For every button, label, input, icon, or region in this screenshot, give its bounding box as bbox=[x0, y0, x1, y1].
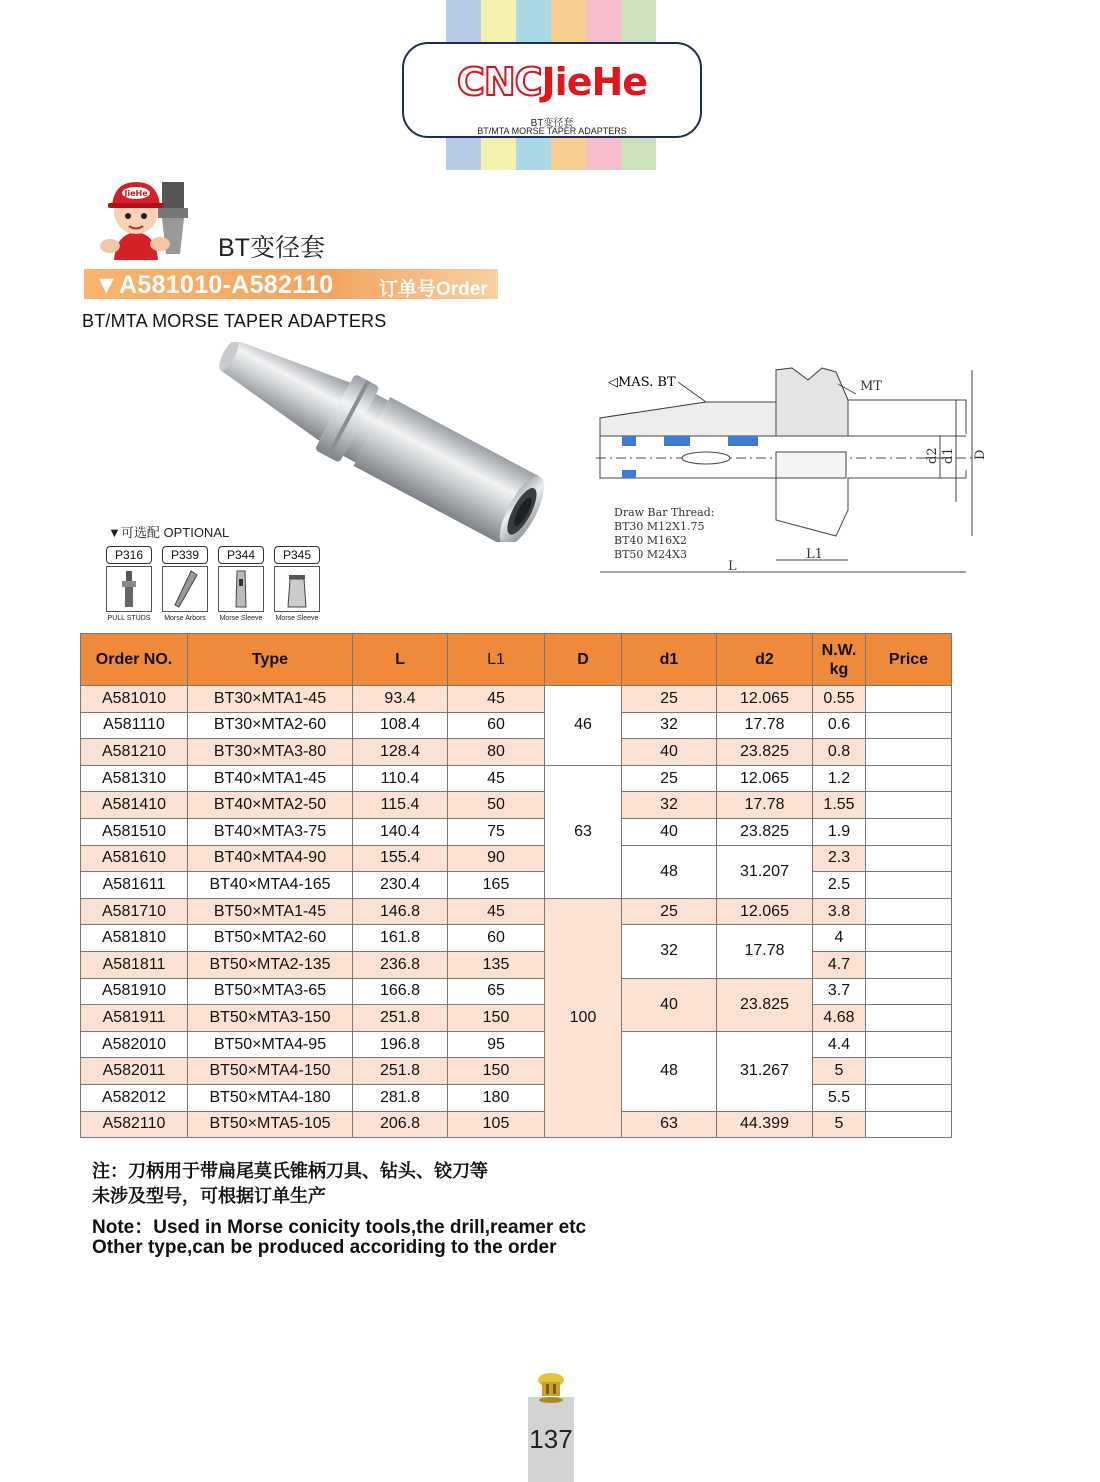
note-en-line1: Note：Used in Morse conicity tools,the drill,reamer etc bbox=[92, 1217, 587, 1238]
cell-D: 63 bbox=[545, 765, 622, 898]
cell-type: BT50×MTA3-65 bbox=[188, 978, 353, 1005]
cell-type: BT50×MTA4-180 bbox=[188, 1084, 353, 1111]
cell-d1: 32 bbox=[622, 792, 717, 819]
cell-type: BT40×MTA2-50 bbox=[188, 792, 353, 819]
cell-type: BT40×MTA3-75 bbox=[188, 818, 353, 845]
morse-sleeve-icon bbox=[218, 566, 264, 612]
col-header: D bbox=[545, 634, 622, 686]
table-row bbox=[81, 845, 952, 872]
cell-price bbox=[866, 1005, 952, 1032]
page-number: 137 bbox=[529, 1424, 573, 1454]
mascot-cap-text: JieHe bbox=[124, 189, 148, 198]
optional-caption: Morse Sleeve bbox=[219, 615, 263, 622]
dim-L: L bbox=[728, 559, 737, 574]
table-row bbox=[81, 1058, 952, 1085]
cell-price bbox=[866, 712, 952, 739]
cell-nw: 0.8 bbox=[813, 739, 866, 766]
cell-L: 161.8 bbox=[353, 925, 448, 952]
logo-subtitle-en: BT/MTA MORSE TAPER ADAPTERS bbox=[477, 126, 627, 136]
cell-d1: 32 bbox=[622, 925, 717, 978]
cell-d2: 17.78 bbox=[717, 792, 813, 819]
cell-D: 100 bbox=[545, 898, 622, 1137]
morse-arbor-icon bbox=[162, 566, 208, 612]
cell-L: 251.8 bbox=[353, 1005, 448, 1032]
dim-d2: d2 bbox=[925, 447, 940, 464]
cell-type: BT50×MTA2-60 bbox=[188, 925, 353, 952]
note-en-line2: Other type,can be produced accoriding to the order bbox=[92, 1237, 557, 1258]
section-title-cn: BT变径套 bbox=[218, 234, 325, 262]
cell-L: 115.4 bbox=[353, 792, 448, 819]
mascot-icon bbox=[96, 176, 196, 262]
mas-label: ◁MAS. BT bbox=[608, 375, 676, 390]
spec-table bbox=[80, 633, 952, 1138]
dim-D: D bbox=[973, 449, 988, 460]
table-row bbox=[81, 686, 952, 713]
cell-L: 230.4 bbox=[353, 872, 448, 899]
cell-d2: 23.825 bbox=[717, 978, 813, 1031]
logo-cnc-text: CNC bbox=[456, 60, 542, 104]
cell-L: 140.4 bbox=[353, 818, 448, 845]
col-header: Order NO. bbox=[81, 634, 188, 686]
cell-L1: 135 bbox=[448, 951, 545, 978]
order-label: 订单号Order NO. bbox=[379, 279, 488, 322]
col-header: d1 bbox=[622, 634, 717, 686]
note-cn-line2: 未涉及型号，可根据订单生产 bbox=[92, 1186, 326, 1206]
cell-order: A581911 bbox=[81, 1005, 188, 1032]
cell-nw: 0.6 bbox=[813, 712, 866, 739]
cell-L: 128.4 bbox=[353, 739, 448, 766]
cell-L: 166.8 bbox=[353, 978, 448, 1005]
cell-L1: 150 bbox=[448, 1005, 545, 1032]
cell-type: BT40×MTA4-90 bbox=[188, 845, 353, 872]
cell-type: BT40×MTA1-45 bbox=[188, 765, 353, 792]
thread-bt40: BT40 M16X2 bbox=[614, 534, 688, 547]
optional-page-ref[interactable]: P345 bbox=[274, 546, 320, 564]
table-row bbox=[81, 1005, 952, 1032]
cell-nw: 1.55 bbox=[813, 792, 866, 819]
cell-order: A581611 bbox=[81, 872, 188, 899]
cell-type: BT50×MTA3-150 bbox=[188, 1005, 353, 1032]
pull-stud-icon bbox=[106, 566, 152, 612]
cell-price bbox=[866, 1084, 952, 1111]
cell-order: A582012 bbox=[81, 1084, 188, 1111]
cell-order: A581610 bbox=[81, 845, 188, 872]
optional-caption: Morse Arbors bbox=[164, 615, 206, 622]
cell-price bbox=[866, 845, 952, 872]
cell-price bbox=[866, 951, 952, 978]
cell-order: A581010 bbox=[81, 686, 188, 713]
cell-d1: 48 bbox=[622, 1031, 717, 1111]
cell-L1: 45 bbox=[448, 765, 545, 792]
dim-d1: d1 bbox=[941, 447, 956, 464]
cell-L1: 150 bbox=[448, 1058, 545, 1085]
table-row bbox=[81, 739, 952, 766]
cell-L1: 165 bbox=[448, 872, 545, 899]
cell-L1: 60 bbox=[448, 712, 545, 739]
mas-label-text: MAS. BT bbox=[618, 375, 676, 390]
cell-price bbox=[866, 925, 952, 952]
thread-title: Draw Bar Thread: bbox=[614, 506, 715, 519]
optional-page-ref[interactable]: P339 bbox=[162, 546, 208, 564]
col-header: Type bbox=[188, 634, 353, 686]
cell-d2: 12.065 bbox=[717, 765, 813, 792]
cell-price bbox=[866, 686, 952, 713]
cell-L1: 50 bbox=[448, 792, 545, 819]
cell-D: 46 bbox=[545, 686, 622, 766]
cell-d2: 31.207 bbox=[717, 845, 813, 898]
cell-d2: 31.267 bbox=[717, 1031, 813, 1111]
cell-order: A581510 bbox=[81, 818, 188, 845]
optional-page-ref[interactable]: P316 bbox=[106, 546, 152, 564]
optional-title: ▼可选配 OPTIONAL bbox=[108, 525, 230, 540]
cell-d1: 32 bbox=[622, 712, 717, 739]
cell-L: 108.4 bbox=[353, 712, 448, 739]
cell-nw: 4.4 bbox=[813, 1031, 866, 1058]
cell-d2: 17.78 bbox=[717, 712, 813, 739]
cell-L1: 75 bbox=[448, 818, 545, 845]
cell-d2: 12.065 bbox=[717, 686, 813, 713]
cell-L: 251.8 bbox=[353, 1058, 448, 1085]
cell-L1: 65 bbox=[448, 978, 545, 1005]
nw-label: N.W. bbox=[821, 641, 857, 659]
optional-caption: Morse Sleeve bbox=[275, 615, 319, 622]
cell-nw: 3.7 bbox=[813, 978, 866, 1005]
optional-item[interactable] bbox=[274, 546, 320, 622]
cell-d1: 48 bbox=[622, 845, 717, 898]
cell-L: 93.4 bbox=[353, 686, 448, 713]
order-range: ▼A581010-A582110 bbox=[94, 271, 334, 299]
cell-order: A582011 bbox=[81, 1058, 188, 1085]
cell-nw: 5 bbox=[813, 1111, 866, 1138]
cell-type: BT50×MTA2-135 bbox=[188, 951, 353, 978]
brand-logo-box bbox=[402, 42, 702, 138]
cell-L1: 90 bbox=[448, 845, 545, 872]
cell-order: A581710 bbox=[81, 898, 188, 925]
cell-L: 110.4 bbox=[353, 765, 448, 792]
product-photo bbox=[196, 342, 566, 542]
cell-L1: 105 bbox=[448, 1111, 545, 1138]
cell-d1: 25 bbox=[622, 898, 717, 925]
table-header-row bbox=[81, 634, 952, 686]
cell-type: BT50×MTA5-105 bbox=[188, 1111, 353, 1138]
cell-L: 146.8 bbox=[353, 898, 448, 925]
cell-d2: 12.065 bbox=[717, 898, 813, 925]
table-row bbox=[81, 978, 952, 1005]
table-row bbox=[81, 1111, 952, 1138]
cell-nw: 4.68 bbox=[813, 1005, 866, 1032]
cell-d1: 25 bbox=[622, 765, 717, 792]
thread-bt30: BT30 M12X1.75 bbox=[614, 520, 705, 533]
cell-nw: 2.3 bbox=[813, 845, 866, 872]
cell-d2: 23.825 bbox=[717, 818, 813, 845]
note-cn-line1: 注：刀柄用于带扁尾莫氏锥柄刀具、钻头、铰刀等 bbox=[92, 1161, 488, 1181]
logo-subtitle-cn: BT变径套 bbox=[530, 118, 574, 129]
cell-d2: 23.825 bbox=[717, 739, 813, 766]
cell-nw: 5 bbox=[813, 1058, 866, 1085]
table-row bbox=[81, 951, 952, 978]
cell-d2: 17.78 bbox=[717, 925, 813, 978]
cell-d1: 40 bbox=[622, 978, 717, 1031]
cell-order: A581811 bbox=[81, 951, 188, 978]
col-header: L1 bbox=[448, 634, 545, 686]
cell-L1: 45 bbox=[448, 686, 545, 713]
cell-type: BT50×MTA1-45 bbox=[188, 898, 353, 925]
cell-type: BT50×MTA4-150 bbox=[188, 1058, 353, 1085]
cell-L: 281.8 bbox=[353, 1084, 448, 1111]
cell-price bbox=[866, 765, 952, 792]
dim-L1: L1 bbox=[806, 547, 823, 562]
cell-price bbox=[866, 1031, 952, 1058]
cell-price bbox=[866, 818, 952, 845]
cell-nw: 1.2 bbox=[813, 765, 866, 792]
col-header: L bbox=[353, 634, 448, 686]
cell-nw: 5.5 bbox=[813, 1084, 866, 1111]
cell-d1: 63 bbox=[622, 1111, 717, 1138]
cell-L: 196.8 bbox=[353, 1031, 448, 1058]
cell-type: BT40×MTA4-165 bbox=[188, 872, 353, 899]
table-row bbox=[81, 898, 952, 925]
cell-nw: 4.7 bbox=[813, 951, 866, 978]
cell-nw: 4 bbox=[813, 925, 866, 952]
table-row bbox=[81, 925, 952, 952]
nw-unit: kg bbox=[829, 660, 849, 678]
mt-label: MT bbox=[860, 379, 882, 394]
cell-price bbox=[866, 898, 952, 925]
cell-d1: 25 bbox=[622, 686, 717, 713]
cell-L: 155.4 bbox=[353, 845, 448, 872]
table-row bbox=[81, 1084, 952, 1111]
cell-type: BT30×MTA1-45 bbox=[188, 686, 353, 713]
brand-logo bbox=[404, 60, 700, 104]
cell-order: A581810 bbox=[81, 925, 188, 952]
logo-brand-text: JieHe bbox=[541, 60, 648, 104]
col-header-nw bbox=[813, 634, 866, 686]
cell-L: 206.8 bbox=[353, 1111, 448, 1138]
optional-item[interactable] bbox=[162, 546, 208, 622]
cell-L1: 95 bbox=[448, 1031, 545, 1058]
cell-nw: 0.55 bbox=[813, 686, 866, 713]
table-row bbox=[81, 765, 952, 792]
optional-item[interactable] bbox=[218, 546, 264, 622]
cell-d1: 40 bbox=[622, 739, 717, 766]
thread-bt50: BT50 M24X3 bbox=[614, 548, 688, 561]
cell-price bbox=[866, 1111, 952, 1138]
cell-type: BT50×MTA4-95 bbox=[188, 1031, 353, 1058]
section-title-en: BT/MTA MORSE TAPER ADAPTERS bbox=[82, 311, 387, 331]
cell-L1: 80 bbox=[448, 739, 545, 766]
cell-price bbox=[866, 739, 952, 766]
cell-order: A581110 bbox=[81, 712, 188, 739]
col-header: d2 bbox=[717, 634, 813, 686]
cell-order: A581210 bbox=[81, 739, 188, 766]
cell-price bbox=[866, 792, 952, 819]
optional-item[interactable] bbox=[106, 546, 152, 622]
cell-order: A581910 bbox=[81, 978, 188, 1005]
table-row bbox=[81, 1031, 952, 1058]
technical-drawing bbox=[596, 360, 996, 585]
cell-d1: 40 bbox=[622, 818, 717, 845]
cell-order: A581410 bbox=[81, 792, 188, 819]
cell-nw: 2.5 bbox=[813, 872, 866, 899]
cell-type: BT30×MTA2-60 bbox=[188, 712, 353, 739]
table-row bbox=[81, 712, 952, 739]
cell-nw: 3.8 bbox=[813, 898, 866, 925]
table-row bbox=[81, 872, 952, 899]
cell-d2: 44.399 bbox=[717, 1111, 813, 1138]
col-header: Price bbox=[866, 634, 952, 686]
table-row bbox=[81, 818, 952, 845]
cell-nw: 1.9 bbox=[813, 818, 866, 845]
cell-L1: 45 bbox=[448, 898, 545, 925]
optional-page-ref[interactable]: P344 bbox=[218, 546, 264, 564]
table-row bbox=[81, 792, 952, 819]
cell-price bbox=[866, 978, 952, 1005]
cell-L1: 180 bbox=[448, 1084, 545, 1111]
cell-order: A581310 bbox=[81, 765, 188, 792]
cell-price bbox=[866, 872, 952, 899]
mascot-mini-icon bbox=[534, 1370, 568, 1404]
cell-L1: 60 bbox=[448, 925, 545, 952]
cell-order: A582010 bbox=[81, 1031, 188, 1058]
cell-price bbox=[866, 1058, 952, 1085]
cell-L: 236.8 bbox=[353, 951, 448, 978]
morse-sleeve-icon bbox=[274, 566, 320, 612]
cell-type: BT30×MTA3-80 bbox=[188, 739, 353, 766]
optional-caption: PULL STUDS bbox=[107, 615, 151, 622]
cell-order: A582110 bbox=[81, 1111, 188, 1138]
